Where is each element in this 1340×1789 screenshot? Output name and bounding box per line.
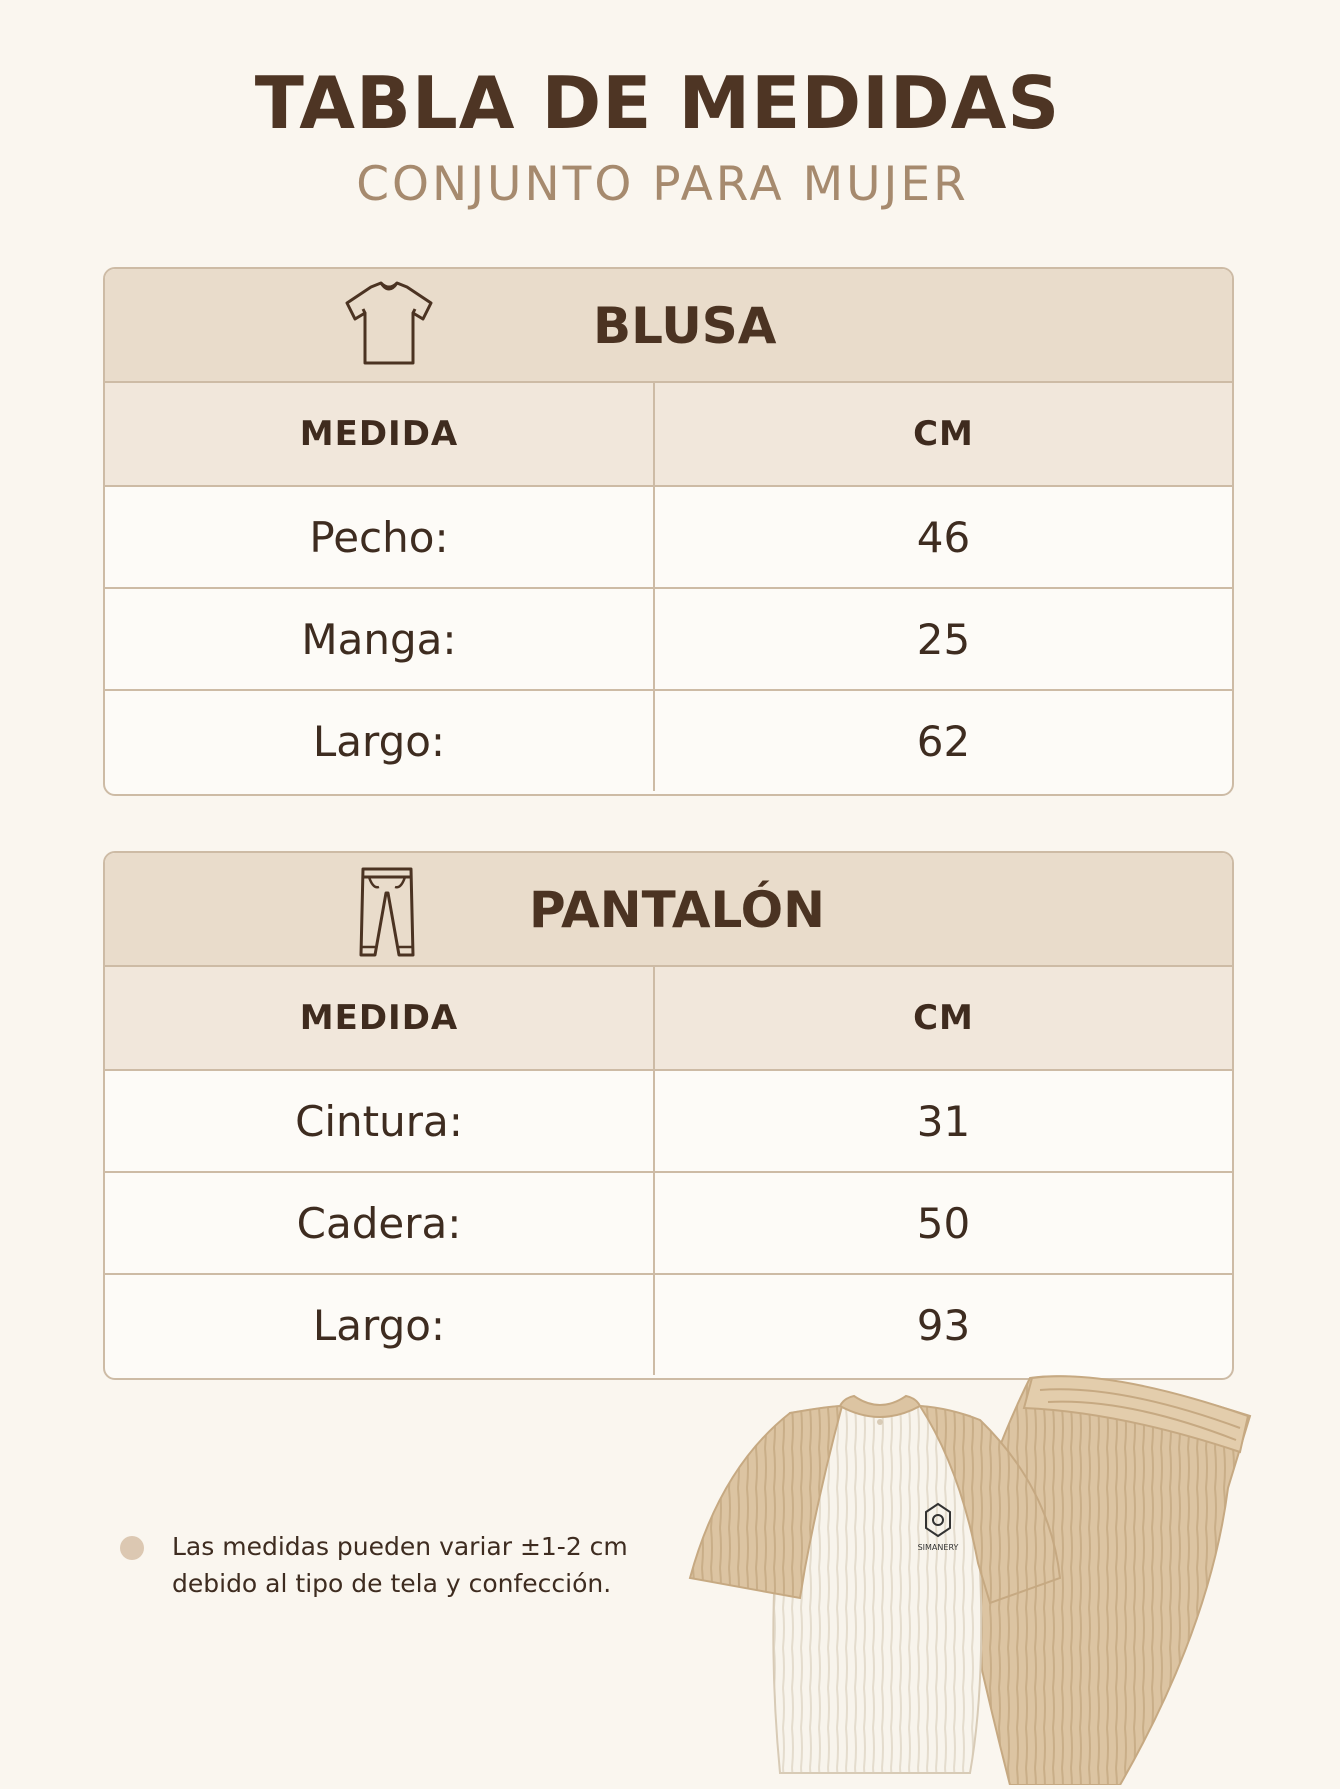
pantalon-table-header <box>105 853 1232 967</box>
measure-value: 93 <box>916 1300 971 1350</box>
measure-value: 62 <box>916 716 971 766</box>
column-header-unit: CM <box>913 998 974 1038</box>
measure-value: 46 <box>916 512 971 562</box>
column-header-unit: CM <box>913 414 974 454</box>
blusa-table-header <box>105 269 1232 383</box>
page-subtitle: CONJUNTO PARA MUJER <box>356 157 969 212</box>
table-row <box>105 587 1232 689</box>
measure-value: 25 <box>916 614 971 664</box>
measure-label: Pecho: <box>105 487 655 587</box>
column-header-measure: MEDIDA <box>105 967 655 1069</box>
blusa-title: BLUSA <box>593 297 777 355</box>
table-header-row <box>105 383 1232 485</box>
blusa-table <box>103 267 1234 796</box>
pants-icon <box>355 863 419 963</box>
measure-label: Manga: <box>105 589 655 689</box>
table-header-row <box>105 967 1232 1069</box>
page-title: TABLA DE MEDIDAS <box>254 61 1061 145</box>
measure-label: Cintura: <box>105 1071 655 1171</box>
measurement-note <box>120 1528 640 1602</box>
table-row <box>105 485 1232 587</box>
measure-label: Largo: <box>105 1275 655 1375</box>
pantalon-title: PANTALÓN <box>529 881 825 939</box>
table-row <box>105 1069 1232 1171</box>
table-row <box>105 1273 1232 1375</box>
measure-value: 50 <box>916 1198 971 1248</box>
note-line-2: debido al tipo de tela y confección. <box>172 1569 612 1598</box>
product-image <box>680 1368 1260 1789</box>
tshirt-icon <box>341 279 437 373</box>
table-row <box>105 689 1232 791</box>
shirt-logo-text: SIMANERY <box>917 1543 959 1552</box>
measure-value: 31 <box>916 1096 971 1146</box>
measure-label: Largo: <box>105 691 655 791</box>
pantalon-table <box>103 851 1234 1380</box>
table-row <box>105 1171 1232 1273</box>
note-line-1: Las medidas pueden variar ±1-2 cm <box>172 1532 628 1561</box>
column-header-measure: MEDIDA <box>105 383 655 485</box>
measure-label: Cadera: <box>105 1173 655 1273</box>
bullet-dot-icon <box>120 1536 144 1560</box>
